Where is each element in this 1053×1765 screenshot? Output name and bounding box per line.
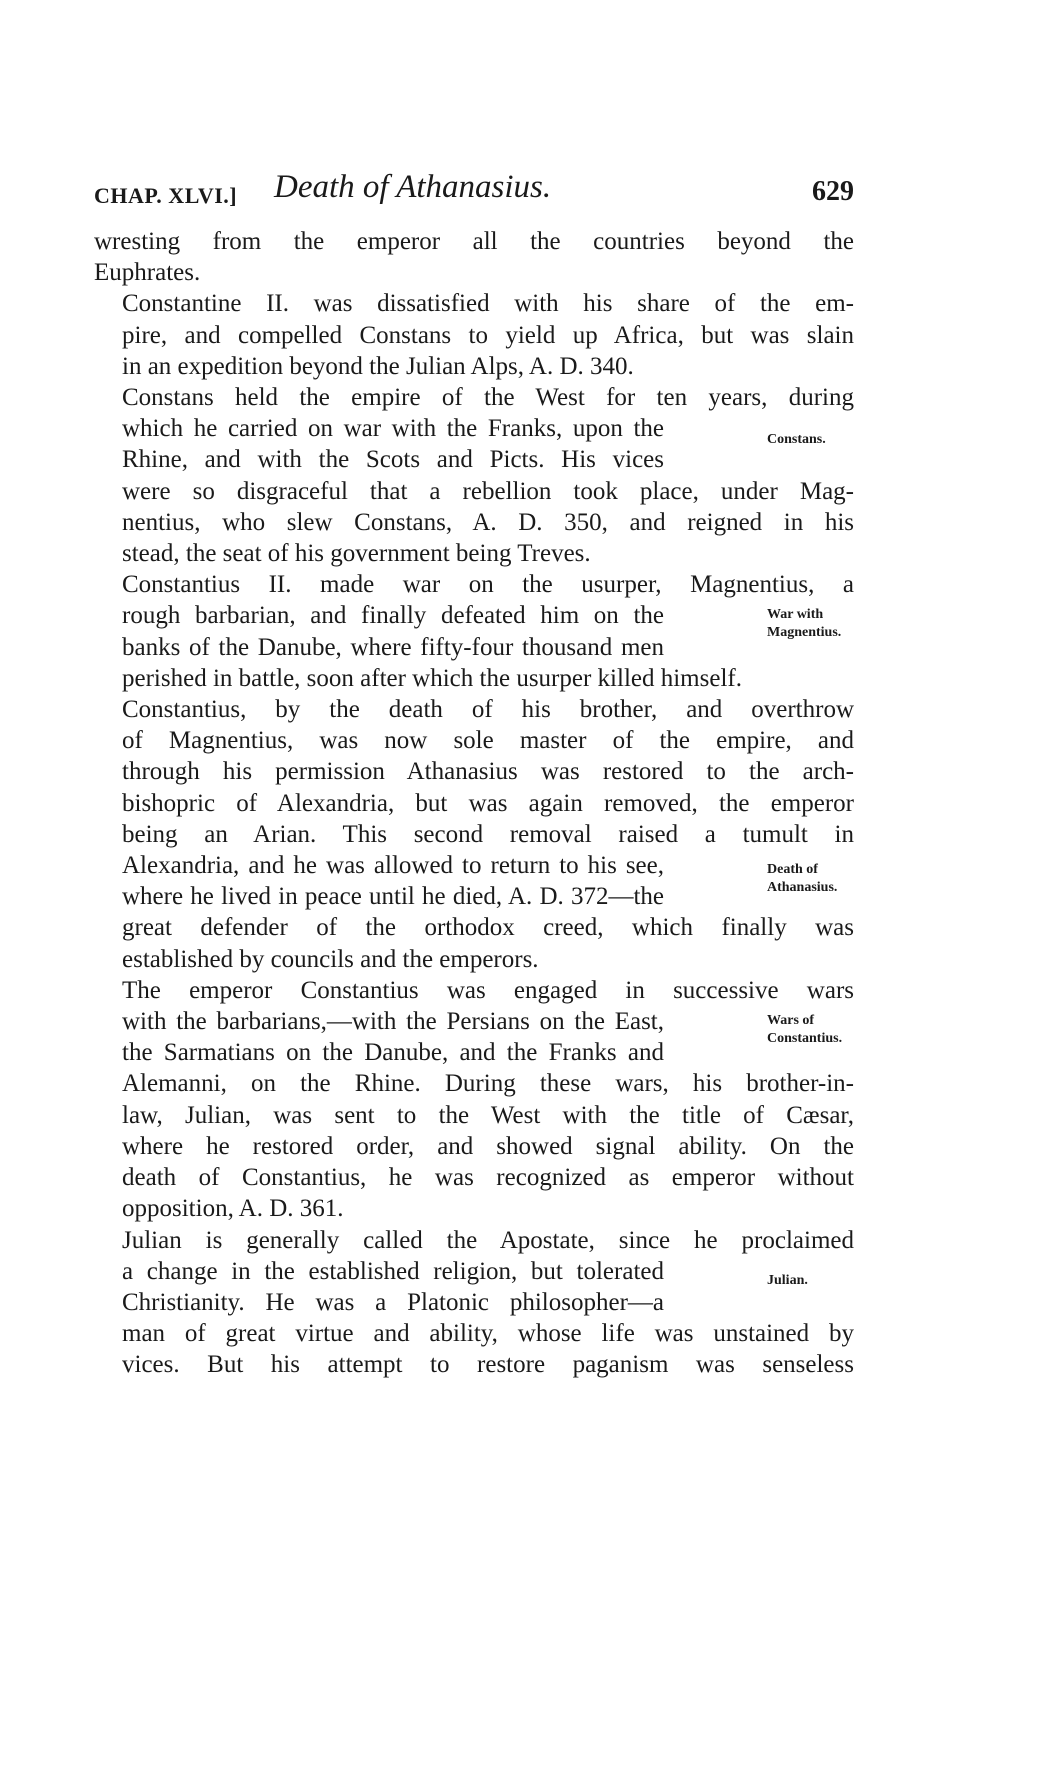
running-header — [94, 169, 854, 212]
paragraph-constantius-wars — [94, 975, 854, 1225]
text-line: banks of the Danube, where fifty-four thousand men — [122, 633, 664, 661]
text-line: Rhine, and with the Scots and Picts. His vices — [122, 446, 664, 474]
text-line: nentius, who slew Constans, A. D. 350, and reigned in his — [122, 508, 854, 536]
text-line: vices. But his attempt to restore paganism was senseless — [122, 1351, 854, 1379]
text-line: Euphrates. — [94, 259, 201, 287]
text-line: Constantine II. was dissatisfied with his share of the em- — [122, 290, 854, 318]
sidenote-death-of: Death of — [767, 862, 818, 878]
text-line: of Magnentius, was now sole master of the empire, and — [122, 727, 854, 755]
page-title: Death of Athanasius. — [274, 169, 552, 205]
paragraph-athanasius — [94, 694, 854, 975]
text-line: Julian is generally called the Apostate, since he proclaimed — [122, 1226, 854, 1254]
text-line: which he carried on war with the Franks, upon the — [122, 415, 664, 443]
sidenote-war-with: War with — [767, 607, 824, 623]
sidenote-constans: Constans. — [767, 432, 826, 448]
text-line: The emperor Constantius was engaged in successive wars — [122, 976, 854, 1004]
text-line: being an Arian. This second removal raised a tumult in — [122, 820, 854, 848]
text-line: pire, and compelled Constans to yield up Africa, but was slain — [122, 321, 854, 349]
text-line: through his permission Athanasius was restored to the arch- — [122, 758, 854, 786]
text-line: were so disgraceful that a rebellion took place, under Mag- — [122, 477, 854, 505]
text-line: death of Constantius, he was recognized as emperor without — [122, 1164, 854, 1192]
paragraph-constans — [94, 382, 854, 569]
sidenote-julian: Julian. — [767, 1272, 808, 1288]
text-line: Constantius, by the death of his brother, and overthrow — [122, 696, 854, 724]
text-line: where he restored order, and showed signal ability. On the — [122, 1132, 854, 1160]
sidenote-constantius: Constantius. — [767, 1030, 843, 1046]
text-line: the Sarmatians on the Danube, and the Franks and — [122, 1039, 664, 1067]
paragraph-julian — [94, 1225, 854, 1381]
paragraph-continuation — [94, 226, 854, 288]
text-line: wresting from the emperor all the countries beyond the — [94, 228, 854, 255]
book-page — [94, 169, 854, 1381]
text-line: in an expedition beyond the Julian Alps, A. D. 340. — [122, 352, 634, 380]
text-line: man of great virtue and ability, whose life was unstained by — [122, 1320, 854, 1348]
sidenote-athanasius: Athanasius. — [767, 880, 838, 896]
text-line: Alexandria, and he was allowed to return to his see, — [122, 852, 664, 880]
text-line: bishopric of Alexandria, but was again removed, the emperor — [122, 789, 854, 817]
text-line: with the barbarians,—with the Persians on the East, — [122, 1008, 664, 1036]
paragraph-constantine-ii — [94, 288, 854, 382]
paragraph-constantius-ii — [94, 569, 854, 694]
page-number: 629 — [812, 176, 854, 207]
text-line: where he lived in peace until he died, A. D. 372—the — [122, 883, 664, 911]
sidenote-wars-of: Wars of — [767, 1012, 815, 1028]
text-line: opposition, A. D. 361. — [122, 1195, 344, 1223]
text-line: law, Julian, was sent to the West with the title of Cæsar, — [122, 1101, 854, 1129]
text-line: Constantius II. made war on the usurper, Magnentius, a — [122, 571, 854, 599]
text-line: rough barbarian, and finally defeated him on the — [122, 602, 664, 630]
chapter-label: CHAP. XLVI.] — [94, 183, 238, 208]
sidenote-magnentius: Magnentius. — [767, 625, 842, 641]
text-line: Constans held the empire of the West for ten years, during — [122, 384, 854, 412]
text-line: Christianity. He was a Platonic philosopher—a — [122, 1288, 664, 1316]
text-line: a change in the established religion, but tolerated — [122, 1257, 664, 1285]
text-line: established by councils and the emperors. — [122, 945, 539, 973]
text-line: perished in battle, soon after which the usurper killed himself. — [122, 664, 742, 692]
text-line: Alemanni, on the Rhine. During these wars, his brother-in- — [122, 1070, 854, 1098]
text-line: great defender of the orthodox creed, which finally was — [122, 914, 854, 942]
text-line: stead, the seat of his government being Treves. — [122, 540, 591, 568]
